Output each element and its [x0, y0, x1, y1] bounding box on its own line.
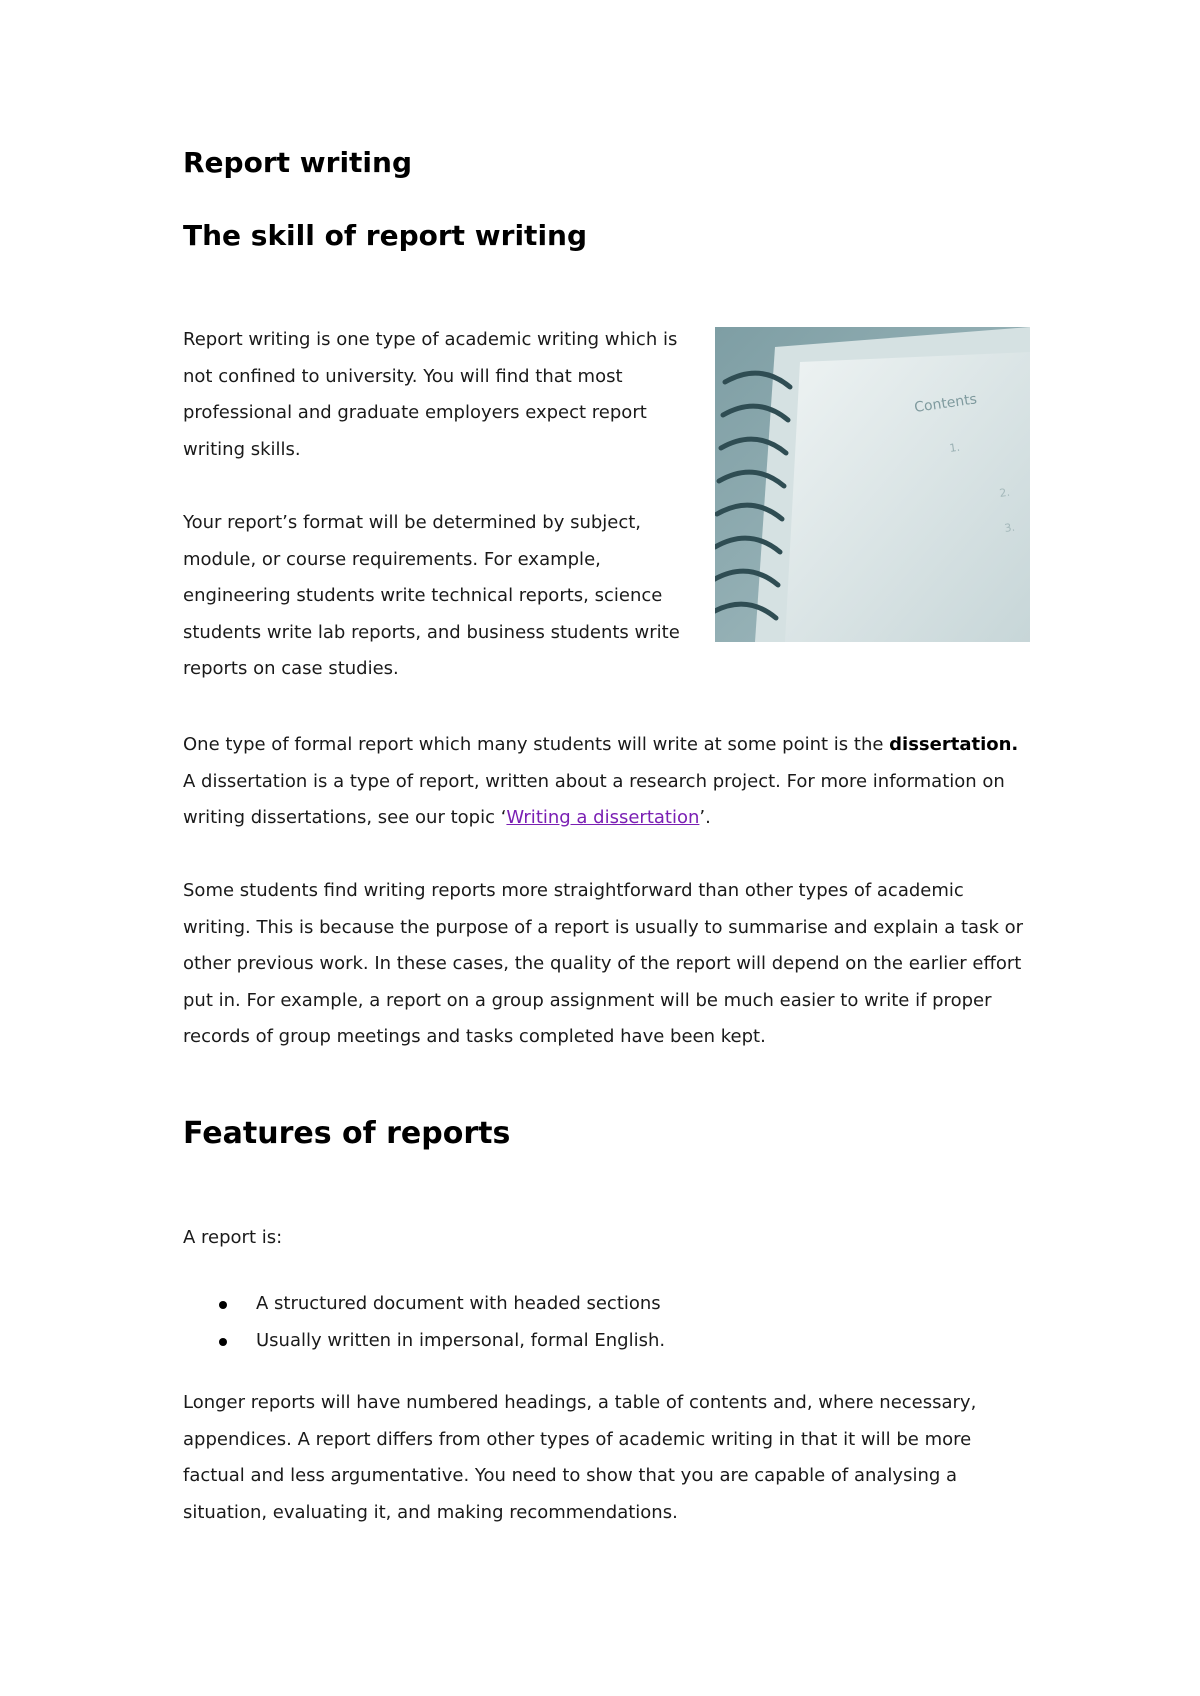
- page-title: Report writing: [183, 146, 413, 179]
- paragraph-dissertation-text-2: A dissertation is a type of report, written about a research project. For more information on writing dissertations, see our topic ‘: [183, 770, 1005, 829]
- dissertation-bold-term: dissertation.: [889, 734, 1019, 755]
- list-item: [183, 1323, 665, 1360]
- bullet-icon: [219, 1301, 227, 1309]
- writing-dissertation-link[interactable]: Writing a dissertation: [506, 807, 700, 829]
- photo-contents-item-2: 2.: [998, 485, 1011, 500]
- paragraph-report-is: A report is:: [183, 1227, 283, 1248]
- paragraph-straightforward: Some students find writing reports more straightforward than other types of academic writing. This is because the purpose of a report is usually to summarise and explain a task or other previous work. In these cases, the quality of the report will depend on the earlier effort put in. For example, a report on a group assignment will be much easier to write if proper records of group meetings and tasks completed have been kept.: [183, 880, 1024, 1048]
- list-item-text: A structured document with headed sections: [256, 1293, 661, 1314]
- notebook-illustration: [715, 327, 1030, 642]
- list-item: [183, 1286, 665, 1323]
- paragraph-dissertation: [183, 727, 1033, 837]
- photo-contents-item-1: 1.: [948, 440, 961, 455]
- photo-contents-item-3: 3.: [1003, 520, 1016, 535]
- list-item-text: Usually written in impersonal, formal English.: [256, 1329, 666, 1351]
- bullet-icon: [219, 1338, 227, 1346]
- paragraph-intro: Report writing is one type of academic writing which is not confined to university. You will find that most professional and graduate employers expect report writing skills.: [183, 329, 678, 460]
- features-list: [183, 1286, 665, 1359]
- section-heading-skill: The skill of report writing: [183, 219, 588, 252]
- spiral-notebook-contents-photo: [715, 327, 1030, 642]
- paragraph-format: Your report’s format will be determined by subject, module, or course requirements. For example, engineering students write technical reports, science students write lab reports, and business students write reports on case studies.: [183, 512, 680, 680]
- paragraph-dissertation-text-3: ’.: [699, 807, 711, 829]
- paragraph-dissertation-text-1: One type of formal report which many students will write at some point is the: [183, 734, 890, 755]
- section-heading-features: Features of reports: [183, 1116, 511, 1151]
- paragraph-longer-reports: Longer reports will have numbered headings, a table of contents and, where necessary, appendices. A report differs from other types of academic writing in that it will be more factual and less argumentative. You need to show that you are capable of analysing a situation, evaluating it, and making recommendations.: [183, 1392, 977, 1523]
- photo-contents-heading: Contents: [913, 391, 978, 416]
